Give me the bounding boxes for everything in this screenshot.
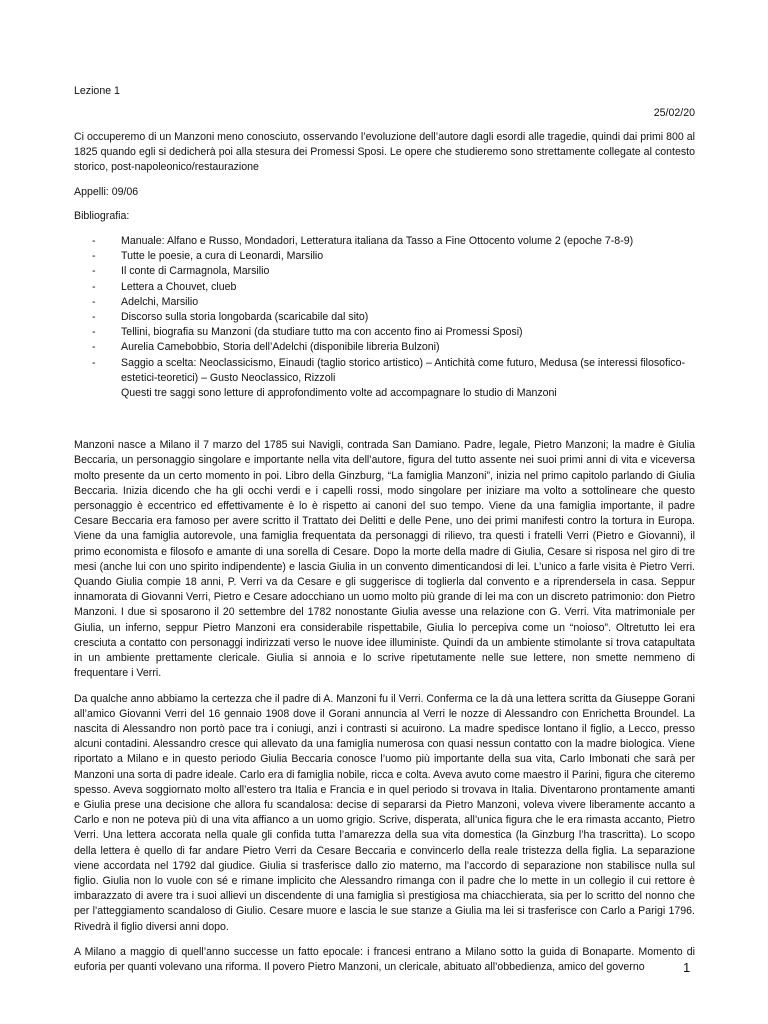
lesson-date: 25/02/20 bbox=[653, 107, 695, 119]
bibliography-item-text: Saggio a scelta: Neoclassicismo, Einaudi (taglio storico artistico) – Antichità come futuro, Medusa (se interessi filosofico-estetici-teoretici) – Gusto Neoclassico, Rizzoli bbox=[121, 356, 686, 384]
bullet-dash: - bbox=[92, 265, 96, 278]
bibliografia-heading: Bibliografia: bbox=[74, 209, 130, 222]
bibliography-item bbox=[74, 295, 695, 310]
bibliography-note: Questi tre saggi sono letture di approfondimento volte ad accompagnare lo studio di Manzoni bbox=[121, 387, 557, 400]
bullet-dash: - bbox=[92, 235, 96, 248]
bullet-dash: - bbox=[92, 295, 96, 308]
bibliography-item bbox=[74, 249, 695, 264]
bibliography-item bbox=[74, 310, 695, 325]
bullet-dash: - bbox=[92, 341, 96, 354]
bullet-dash: - bbox=[92, 280, 96, 293]
page-number: 1 bbox=[683, 960, 691, 975]
bibliography-item-text: Manuale: Alfano e Russo, Mondadori, Letteratura italiana da Tasso a Fine Ottocento volume 2 (epoche 7-8-9) bbox=[121, 235, 634, 248]
bullet-dash: - bbox=[92, 356, 96, 369]
bullet-dash: - bbox=[92, 250, 96, 263]
body-paragraph: Manzoni nasce a Milano il 7 marzo del 1785 sui Navigli, contrada San Damiano. Padre, legale, Pietro Manzoni; la madre è Giulia Beccaria, un personaggio singolare e importante nella vita dell’autore, figura del tutto assente nei suoi primi anni di vita e viceversa molto presente da un certo momento in poi. Libro della Ginzburg, “La famiglia Manzoni”, inizia nel primo capitolo parlando di Giulia Beccaria. Inizia dicendo che ha gli occhi verdi e i capelli rossi, modo singolare per iniziare ma volto a sottolineare che questo personaggio è eccentrico ed effettivamente è lo è rispetto ai canoni del suo tempo. Viene da una famiglia importante, il padre Cesare Beccaria era famoso per avere scritto il Trattato dei Delitti e delle Pene, uno dei primi manifesti contro la tortura in Europa. Viene da una famiglia autorevole, una famiglia frequentata da personaggi di rilievo, tra questi i fratelli Verri (Pietro e Giovanni), il primo economista e filosofo e amante di una sorella di Cesare. Dopo la morte della madre di Giulia, Cesare si risposa nel giro di tre mesi (anche lui con uno spirito indipendente) e lascia Giulia in un convento dimenticandosi di lei. L’unico a farle visita è Pietro Verri. Quando Giulia compie 18 anni, P. Verri va da Cesare e gli suggerisce di toglierla dal convento e a riprendersela in casa. Seppur innamorata di Giovanni Verri, Pietro e Cesare adocchiano un uomo molto più grande di lei ma con un discreto patrimonio: don Pietro Manzoni. I due si sposarono il 20 settembre del 1782 nonostante Giulia avesse una relazione con G. Verri. Vita matrimoniale per Giulia, un inferno, seppur Pietro Manzoni era considerabile rispettabile, Giulia lo percepiva come un “noioso”. Oltretutto lei era cresciuta a contatto con personaggi indirizzati verso le nuove idee illuministe. Quindi da un ambiente stimolante si trova catapultata in un ambiente prettamente clericale. Giulia si annoia e lo scrive ripetutamente nelle sue lettere, non smette nemmeno di frequentare i Verri. bbox=[74, 439, 695, 680]
bullet-dash: - bbox=[92, 311, 96, 324]
bibliography-item bbox=[74, 340, 695, 355]
appelli-line: Appelli: 09/06 bbox=[74, 185, 139, 198]
lesson-title: Lezione 1 bbox=[74, 85, 120, 97]
bibliography-item-text: Lettera a Chouvet, clueb bbox=[121, 280, 237, 293]
bullet-dash: - bbox=[92, 326, 96, 339]
bibliography-item-text: Tutte le poesie, a cura di Leonardi, Marsilio bbox=[121, 250, 324, 263]
bibliography-item bbox=[74, 280, 695, 295]
bibliography-item-text: Tellini, biografia su Manzoni (da studiare tutto ma con accento fino ai Promessi Sposi) bbox=[121, 326, 523, 339]
body-paragraph: Da qualche anno abbiamo la certezza che il padre di A. Manzoni fu il Verri. Conferma ce la dà una lettera scritta da Giuseppe Gorani all’amico Giovanni Verri del 16 gennaio 1908 dove il Gorani annuncia al Verri le nozze di Alessandro con Enrichetta Broundel. La nascita di Alessandro non portò pace tra i coniugi, anzi i contrasti si acuirono. La madre spedisce lontano il figlio, a Lecco, presso alcuni contadini. Alessandro cresce qui allevato da una famiglia numerosa con quasi nessun contatto con la madre biologica. Viene riportato a Milano e in questo periodo Giulia Beccaria conosce l’uomo più importante della sua vita, Carlo Imbonati che sarà per Manzoni una sorta di padre ideale. Carlo era di famiglia nobile, ricca e colta. Aveva avuto come maestro il Parini, figura che citeremo spesso. Aveva soggiornato molto all’estero tra Italia e Francia e in quel periodo si trovava in Italia. Diventarono prontamente amanti e Giulia prese una decisione che allora fu scandalosa: decise di separarsi da Pietro Manzoni, voleva vivere liberamente accanto a Carlo e non ne poteva più di una vita affianco a un uomo grigio. Scrive, disperata, all’unica figura che le era rimasta accanto, Pietro Verri. Una lettera accorata nella quale gli confida tutta l’amarezza della sua vita domestica (la Ginzburg l’ha trascritta). Lo scopo della lettera è quello di far andare Pietro Verri da Cesare Beccaria e convincerlo della reale tristezza della figlia. La separazione viene accordata nel 1792 dal giudice. Giulia si trasferisce dallo zio materno, ma l’accordo di separazione non stabilisce nulla sul figlio. Giulia non lo vuole con sé e rimane implicito che Alessandro rimanga con il padre che lo mette in un collegio il cui rettore è imbarazzato di avere tra i suoi allievi un discendente di una famiglia sì prestigiosa ma chiacchierata, sia per lo scritto del nonno che per l’atteggiamento scandaloso di Giulio. Cesare muore e lascia le sue stanze a Giulia ma lei si trasferisce con Carlo a Parigi 1796. Rivedrà il figlio diversi anni dopo. bbox=[74, 692, 695, 933]
bibliography-item-text: Il conte di Carmagnola, Marsilio bbox=[121, 265, 270, 278]
bibliography-item-text: Discorso sulla storia longobarda (scaricabile dal sito) bbox=[121, 311, 369, 324]
bibliography-list bbox=[74, 234, 695, 386]
body-paragraph: A Milano a maggio di quell’anno successe un fatto epocale: i francesi entrano a Milano sotto la guida di Bonaparte. Momento di euforia per quanti volevano una riforma. Il povero Pietro Manzoni, un clericale, abituato all’obbedienza, amico del governo bbox=[74, 945, 695, 973]
bibliography-item bbox=[74, 356, 695, 386]
bibliography-item bbox=[74, 264, 695, 279]
bibliography-item bbox=[74, 325, 695, 340]
intro-paragraph: Ci occuperemo di un Manzoni meno conosciuto, osservando l’evoluzione dell’autore dagli esordi alle tragedie, quindi dai primi 800 al 1825 quando egli si dedicherà poi alla stesura dei Promessi Sposi. Le opere che studieremo sono strettamente collegate al contesto storico, post-napoleonico/restaurazione bbox=[74, 131, 695, 174]
bibliography-item-text: Adelchi, Marsilio bbox=[121, 295, 199, 308]
bibliography-item-text: Aurelia Camebobbio, Storia dell’Adelchi (disponibile libreria Bulzoni) bbox=[121, 341, 440, 354]
document-page bbox=[74, 84, 695, 975]
bibliography-item bbox=[74, 234, 695, 249]
